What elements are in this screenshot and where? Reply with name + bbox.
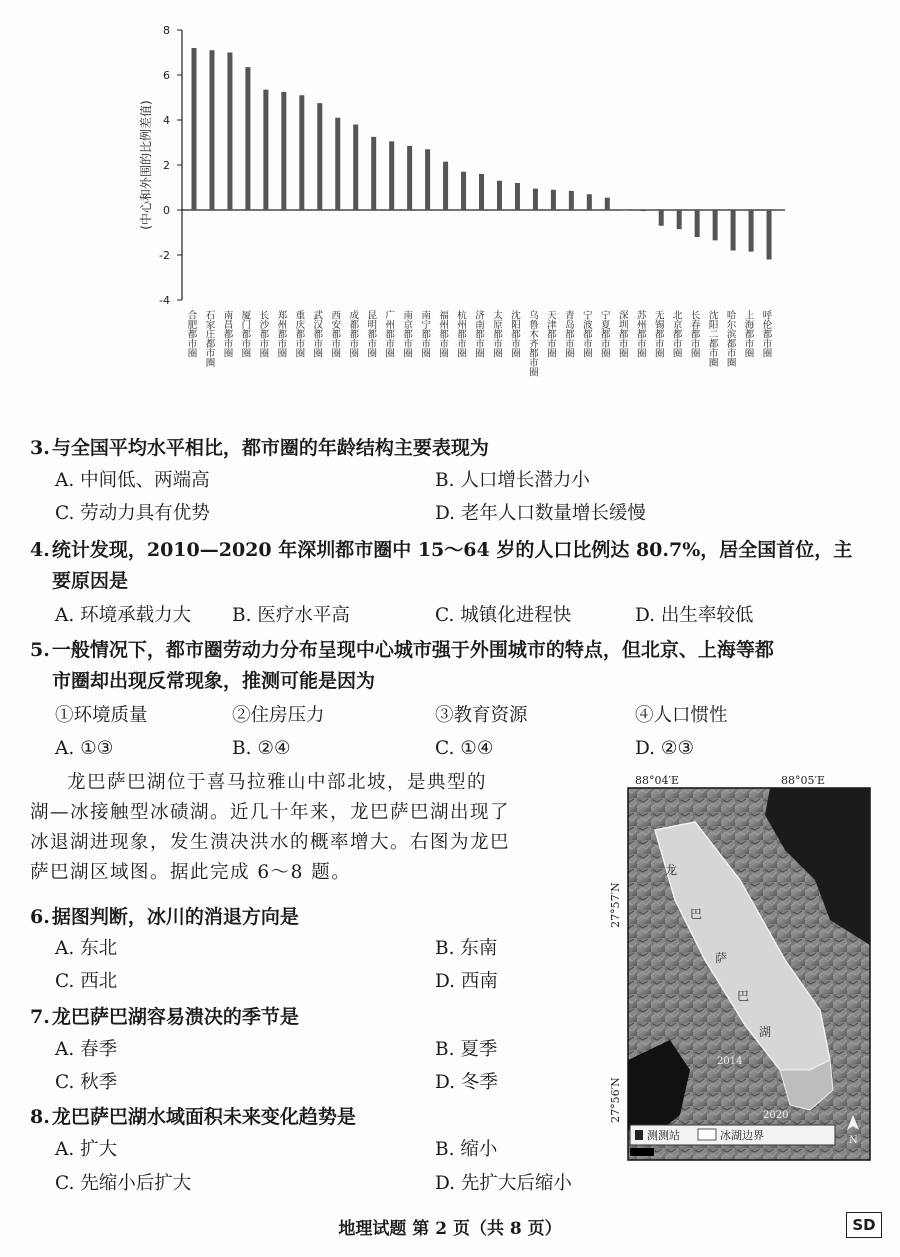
passage-line: 龙巴萨巴湖位于喜马拉雅山中部北坡，是典型的 [67, 772, 488, 793]
option-8a[interactable]: A. 扩大 [55, 1139, 118, 1160]
lake-label-char: 萨 [715, 951, 728, 965]
scale-bar [630, 1148, 654, 1156]
option-3d[interactable]: D. 老年人口数量增长缓慢 [435, 503, 646, 524]
category-label: 乌鲁木齐都市圈 [526, 310, 538, 377]
category-label: 太原都市圈 [490, 310, 502, 358]
category-label: 青岛都市圈 [562, 310, 574, 358]
question-stem: 与全国平均水平相比，都市圈的年龄结构主要表现为 [51, 437, 489, 459]
option-5a[interactable]: A. ①③ [55, 738, 114, 759]
sd-badge: SD [846, 1212, 882, 1238]
category-label: 天津都市圈 [544, 310, 556, 358]
bar [605, 198, 610, 210]
bar [713, 210, 718, 240]
passage-line: 冰退湖进现象，发生溃决洪水的概率增大。右图为龙巴 [30, 832, 511, 853]
y-tick-label: 2 [163, 159, 170, 172]
bar [731, 210, 736, 251]
bar [569, 191, 574, 210]
category-label: 无锡都市圈 [652, 310, 664, 358]
category-label: 上海都市圈 [742, 310, 754, 358]
option-5b[interactable]: B. ②④ [232, 738, 291, 759]
bar [443, 162, 448, 210]
passage-line: 湖—冰接触型冰碛湖。近几十年来，龙巴萨巴湖出现了 [30, 802, 511, 823]
bar [209, 50, 214, 210]
bar [623, 210, 628, 211]
bar [767, 210, 772, 260]
question-number: 6. [30, 906, 50, 928]
lake-label-char: 湖 [759, 1025, 772, 1039]
category-label: 昆明都市圈 [365, 310, 377, 358]
year-label-2020: 2020 [763, 1110, 789, 1121]
question-number: 7. [30, 1006, 50, 1028]
item-5-1: ①环境质量 [55, 705, 148, 726]
svg-text:N: N [849, 1135, 858, 1146]
question-number: 8. [30, 1106, 50, 1128]
bar [245, 67, 250, 210]
option-5d[interactable]: D. ②③ [635, 738, 695, 759]
y-tick-label: -4 [159, 294, 170, 307]
category-label: 广州都市圈 [383, 310, 395, 358]
bar [479, 174, 484, 210]
category-label: 呼伦都市圈 [760, 310, 772, 358]
option-4b[interactable]: B. 医疗水平高 [232, 605, 350, 626]
question-number: 5. [30, 639, 50, 661]
question-stem: 一般情况下，都市圈劳动力分布呈现中心城市强于外围城市的特点，但北京、上海等都 [51, 639, 774, 661]
station-symbol [635, 1130, 643, 1140]
lon-label-1: 88°04′E [635, 774, 680, 787]
question-stem-cont: 要原因是 [52, 570, 129, 592]
bar [371, 137, 376, 210]
option-7d[interactable]: D. 冬季 [435, 1072, 498, 1093]
question-7 [30, 1002, 299, 1033]
category-label: 长春都市圈 [688, 310, 700, 358]
legend-station: 测测站 [647, 1129, 680, 1142]
category-label: 哈尔滨都市圈 [724, 310, 736, 367]
category-label: 南昌都市圈 [221, 310, 233, 358]
lon-label-2: 88°05′E [781, 774, 826, 787]
question-stem: 龙巴萨巴湖容易溃决的季节是 [51, 1006, 299, 1028]
bar [317, 103, 322, 210]
bar [497, 181, 502, 210]
bar [461, 172, 466, 210]
option-3b[interactable]: B. 人口增长潜力小 [435, 470, 590, 491]
bar [227, 53, 232, 211]
item-5-2: ②住房压力 [232, 705, 325, 726]
bar [263, 90, 268, 210]
option-6a[interactable]: A. 东北 [55, 938, 118, 959]
y-tick-label: 8 [163, 24, 170, 37]
bar [659, 210, 664, 226]
lat-label-1: 27°57′N [609, 882, 622, 928]
bar [533, 189, 538, 210]
bar [335, 118, 340, 210]
category-label: 苏州都市圈 [634, 310, 646, 358]
y-tick-label: 0 [163, 204, 170, 217]
bar [677, 210, 682, 229]
option-8d[interactable]: D. 先扩大后缩小 [435, 1173, 572, 1194]
category-label: 厦门都市圈 [239, 310, 251, 358]
lake-label-char: 巴 [737, 989, 750, 1003]
option-6d[interactable]: D. 西南 [435, 971, 498, 992]
question-6 [30, 902, 299, 933]
category-label: 深圳都市圈 [616, 310, 628, 358]
lat-label-2: 27°56′N [609, 1077, 622, 1123]
category-label: 宁波都市圈 [580, 310, 592, 358]
bar [695, 210, 700, 237]
y-tick-label: 6 [163, 69, 170, 82]
question-stem: 据图判断，冰川的消退方向是 [51, 906, 299, 928]
category-label: 重庆都市圈 [293, 310, 305, 358]
option-8c[interactable]: C. 先缩小后扩大 [55, 1173, 192, 1194]
category-label: 西安都市圈 [329, 310, 341, 358]
bar [389, 141, 394, 210]
item-5-4: ④人口惯性 [635, 705, 728, 726]
option-6c[interactable]: C. 西北 [55, 971, 118, 992]
page-footer: 地理试题 第 2 页（共 8 页） [338, 1219, 562, 1239]
bar [749, 210, 754, 252]
bar [407, 146, 412, 210]
question-stem: 统计发现，2010—2020 年深圳都市圈中 15～64 岁的人口比例达 80.7%，居全国首位，主 [51, 539, 853, 561]
bar-chart [120, 10, 800, 420]
year-label-2014: 2014 [717, 1056, 743, 1067]
bar [551, 190, 556, 210]
bar [281, 92, 286, 210]
question-stem-cont: 市圈却出现反常现象，推测可能是因为 [52, 670, 376, 692]
category-label: 济南都市圈 [473, 310, 485, 358]
bar [299, 95, 304, 210]
option-3a[interactable]: A. 中间低、两端高 [55, 470, 210, 491]
boundary-symbol [698, 1129, 716, 1140]
question-number: 4. [30, 539, 50, 561]
category-label: 北京都市圈 [670, 310, 682, 358]
option-4c[interactable]: C. 城镇化进程快 [435, 605, 572, 626]
category-label: 长沙都市圈 [257, 310, 269, 358]
y-axis-label: (中心和外围的比例差值) [139, 100, 153, 230]
legend-boundary: 冰湖边界 [720, 1129, 764, 1142]
reading-passage [30, 768, 570, 888]
passage-line: 萨巴湖区域图。据此完成 6～8 题。 [30, 862, 352, 883]
category-label: 福州都市圈 [437, 310, 449, 358]
category-label: 郑州都市圈 [275, 310, 287, 358]
y-tick-label: 4 [163, 114, 170, 127]
category-label: 成都都市圈 [347, 310, 359, 358]
chart-axes [138, 24, 785, 307]
question-stem: 龙巴萨巴湖水域面积未来变化趋势是 [51, 1106, 356, 1128]
lake-label-char: 巴 [690, 907, 703, 921]
y-tick-label: -2 [159, 249, 170, 262]
category-label: 沈阳二都市圈 [706, 310, 718, 367]
question-5 [30, 635, 890, 697]
chart-category-labels [186, 309, 773, 377]
question-3 [30, 433, 489, 464]
bar [192, 48, 197, 210]
question-8 [30, 1102, 356, 1133]
category-label: 石家庄都市圈 [203, 310, 215, 367]
option-6b[interactable]: B. 东南 [435, 938, 498, 959]
option-7b[interactable]: B. 夏季 [435, 1039, 498, 1060]
lake-satellite-map [595, 770, 875, 1165]
category-label: 武汉都市圈 [311, 310, 323, 358]
bar [425, 149, 430, 210]
category-label: 宁夏都市圈 [598, 310, 610, 358]
category-label: 南京都市圈 [401, 310, 413, 358]
bar [353, 125, 358, 211]
item-5-3: ③教育资源 [435, 705, 528, 726]
bar [587, 194, 592, 210]
bar [515, 183, 520, 210]
category-label: 杭州都市圈 [455, 310, 467, 358]
option-7c[interactable]: C. 秋季 [55, 1072, 118, 1093]
option-8b[interactable]: B. 缩小 [435, 1139, 498, 1160]
question-4 [30, 535, 890, 597]
chart-bars [192, 48, 772, 260]
category-label: 南宁都市圈 [419, 310, 431, 358]
option-4a[interactable]: A. 环境承载力大 [55, 605, 192, 626]
option-4d[interactable]: D. 出生率较低 [635, 605, 754, 626]
category-label: 沈阳都市圈 [508, 310, 520, 358]
question-number: 3. [30, 437, 50, 459]
option-3c[interactable]: C. 劳动力具有优势 [55, 503, 210, 524]
option-5c[interactable]: C. ①④ [435, 738, 494, 759]
category-label: 合肥都市圈 [185, 310, 197, 358]
lake-label-char: 龙 [665, 863, 678, 877]
bar [641, 210, 646, 211]
option-7a[interactable]: A. 春季 [55, 1039, 118, 1060]
